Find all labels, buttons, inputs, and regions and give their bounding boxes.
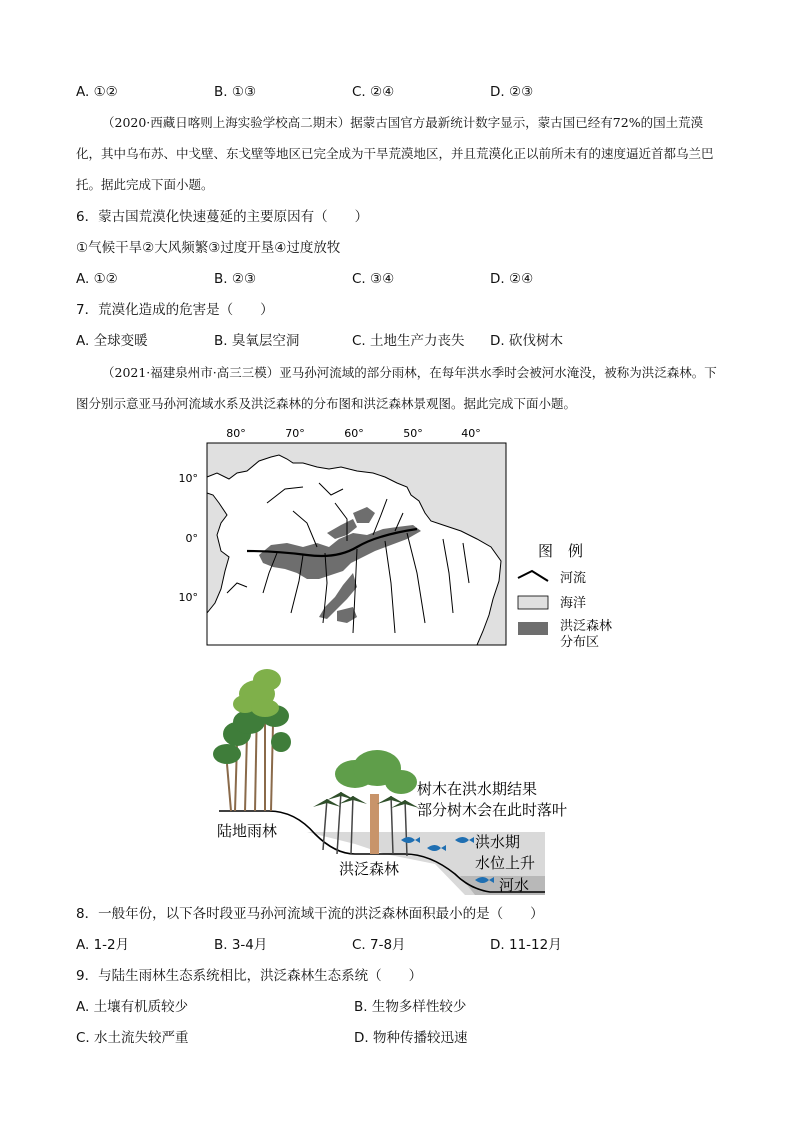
q7-option-d: D. 砍伐树木 (490, 333, 563, 349)
lat-label-10n: 10° (178, 472, 198, 485)
q6-option-c: C. ③④ (352, 271, 395, 287)
lon-label-60: 60° (344, 427, 364, 440)
q6-stem: 6．蒙古国荒漠化快速蔓延的主要原因有（ ） (76, 209, 369, 225)
q9-stem: 9．与陆生雨林生态系统相比，洪泛森林生态系统（ ） (76, 968, 423, 984)
legend-ocean-label: 海洋 (560, 596, 587, 611)
legend-river-label: 河流 (560, 571, 587, 586)
legend-title: 图 例 (538, 542, 584, 560)
label-flood-forest: 洪泛森林 (339, 860, 400, 878)
q7-stem: 7．荒漠化造成的危害是（ ） (76, 302, 274, 318)
q6-factors: ①气候干旱②大风频繁③过度开垦④过度放牧 (76, 240, 341, 256)
q8-option-d: D. 11-12月 (490, 937, 562, 953)
lon-label-80: 80° (226, 427, 246, 440)
lon-label-50: 50° (403, 427, 423, 440)
amazon-map (170, 420, 640, 652)
flood-forest-landscape (205, 664, 600, 898)
passage-amazon: （2021·福建泉州市·高三三模）亚马孙河流域的部分雨林，在每年洪水季时会被河水淹没，被称为洪泛森林。下图分别示意亚马孙河流域水系及洪泛森林的分布图和洪泛森林景观图。据此完成下面小题。 (76, 365, 717, 411)
q9-option-b: B. 生物多样性较少 (354, 999, 467, 1015)
label-river: 河水 (499, 876, 530, 894)
q5-option-b: B. ①③ (214, 84, 257, 100)
q6-option-a: A. ①② (76, 271, 118, 287)
rainforest-trees (213, 669, 291, 811)
q7-option-b: B. 臭氧层空洞 (214, 333, 300, 349)
lon-label-70: 70° (285, 427, 305, 440)
lat-label-0: 0° (185, 532, 198, 545)
legend-river-icon (518, 571, 548, 581)
legend-ocean-swatch (518, 596, 548, 609)
label-note-line1: 树木在洪水期结果 (417, 780, 538, 798)
q6-option-d: D. ②④ (490, 271, 534, 287)
q9-option-d: D. 物种传播较迅速 (354, 1030, 468, 1046)
legend-flood-forest-label-2: 分布区 (560, 635, 600, 650)
q9-option-c: C. 水土流失较严重 (76, 1030, 189, 1046)
q9-option-a: A. 土壤有机质较少 (76, 999, 189, 1015)
label-flood-line1: 洪水期 (475, 833, 521, 851)
legend-flood-forest-swatch (518, 622, 548, 635)
label-flood-line2: 水位上升 (475, 854, 536, 872)
label-rainforest: 陆地雨林 (217, 822, 278, 840)
q8-option-c: C. 7-8月 (352, 937, 406, 953)
q6-option-b: B. ②③ (214, 271, 257, 287)
q5-option-a: A. ①② (76, 84, 118, 100)
q7-option-a: A. 全球变暖 (76, 333, 148, 349)
q5-option-c: C. ②④ (352, 84, 395, 100)
q8-option-b: B. 3-4月 (214, 937, 268, 953)
q8-stem: 8．一般年份，以下各时段亚马孙河流域干流的洪泛森林面积最小的是（ ） (76, 906, 544, 922)
q8-option-a: A. 1-2月 (76, 937, 130, 953)
legend-flood-forest-label: 洪泛森林 (560, 619, 613, 634)
lon-label-40: 40° (461, 427, 481, 440)
lat-label-10s: 10° (178, 591, 198, 604)
label-note-line2: 部分树木会在此时落叶 (417, 801, 568, 819)
passage-mongolia: （2020·西藏日喀则上海实验学校高二期末）据蒙古国官方最新统计数字显示，蒙古国已经有72%的国土荒漠化，其中乌布苏、中戈壁、东戈壁等地区已完全成为干旱荒漠地区，并且荒漠化正以前所未有的速度逼近首都乌兰巴托。据此完成下面小题。 (76, 115, 714, 192)
q5-option-d: D. ②③ (490, 84, 534, 100)
q7-option-c: C. 土地生产力丧失 (352, 333, 465, 349)
